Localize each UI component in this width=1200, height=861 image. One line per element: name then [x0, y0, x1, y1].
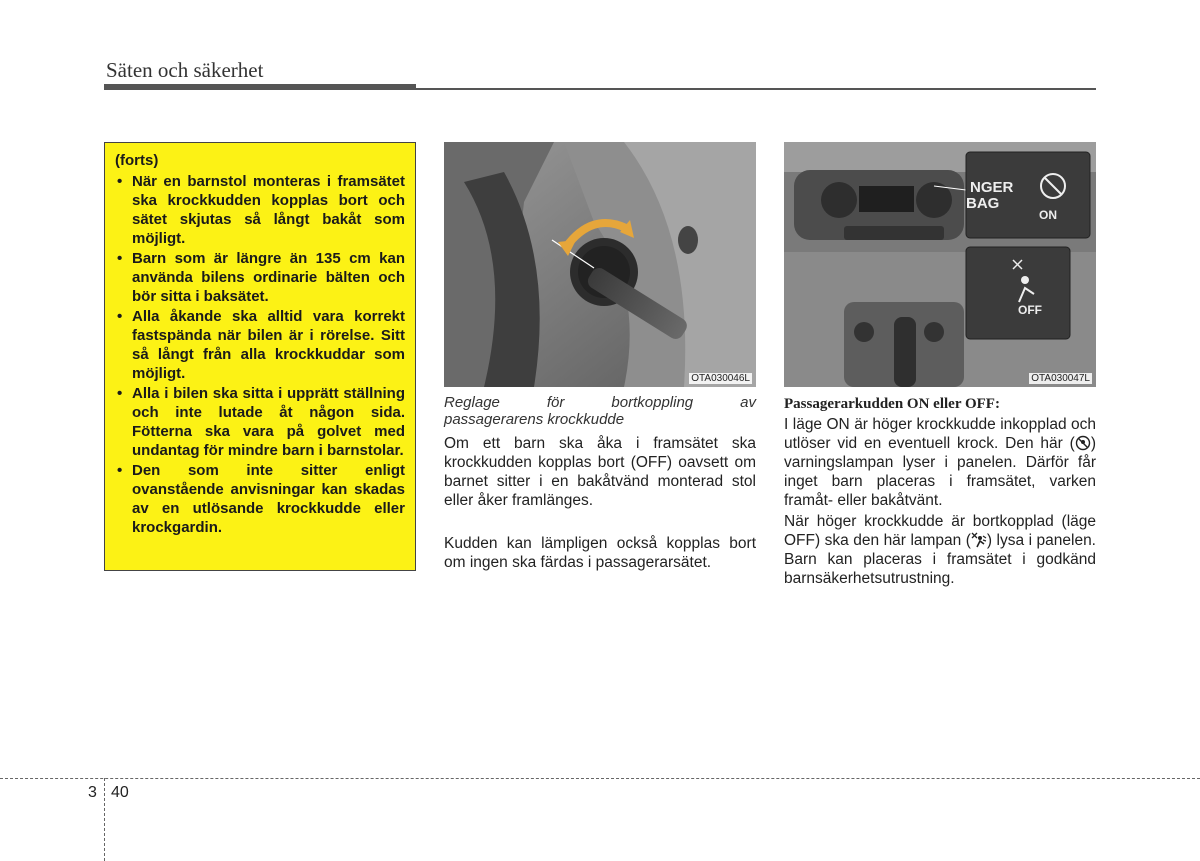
warning-item: • Alla åkande ska alltid vara korrekt fastspända när bilen är i rörelse. Sitt så långt från alla krockkuddar som möjligt. [115, 307, 405, 383]
page-number: 40 [111, 784, 129, 801]
paragraph: Kudden kan lämpligen också kopplas bort om ingen ska färdas i passagerarsätet. [444, 535, 756, 571]
warning-continued: (forts) [115, 152, 159, 169]
paragraph [784, 512, 1096, 588]
airbag-off-icon [971, 532, 987, 548]
figure-code: OTA030046L [691, 373, 750, 384]
panel-label-off: OFF [1018, 303, 1042, 317]
section-title: Säten och säkerhet [106, 58, 264, 82]
airbag-on-icon [1075, 435, 1091, 451]
panel-text-partial-2: BAG [966, 195, 1000, 212]
figure1-caption-line: Reglage för bortkoppling av [444, 394, 756, 411]
figure1-caption-line: passagerarens krockkudde [444, 411, 625, 428]
warning-box [104, 142, 416, 571]
warning-item: • Barn som är längre än 135 cm kan använda bilens ordinarie bälten och bör sitta i baksätet. [115, 249, 405, 306]
header-rule-thin [416, 88, 1096, 90]
paragraph-text: När höger krockkudde är bortkopplad (läge OFF) ska den här lampan ( [784, 513, 1096, 549]
dashboard-indicator-photo [784, 142, 1096, 387]
warning-item: • När en barnstol monteras i framsätet ska krockkudden kopplas bort och sätet skjutas så långt bakåt som möjligt. [115, 172, 405, 248]
chapter-number: 3 [88, 784, 97, 801]
header-rule-thick [104, 84, 416, 90]
airbag-switch-illustration [444, 142, 756, 387]
paragraph-text: I läge ON är höger krockkudde inkopplad och utlöser vid en eventuell krock. Den här ( [784, 416, 1096, 452]
figure2-caption: Passagerarkudden ON eller OFF: [784, 396, 1000, 412]
paragraph [784, 415, 1096, 510]
paragraph-text: ) lysa i panelen. Barn kan placeras i framsätet i godkänd barnsäkerhetsutrustning. [784, 532, 1096, 587]
panel-label-on: ON [1039, 208, 1057, 222]
figure-code: OTA030047L [1031, 373, 1090, 384]
panel-text-partial-1: NGER [970, 179, 1014, 196]
paragraph: Om ett barn ska åka i framsätet ska krockkudden kopplas bort (OFF) oavsett om barnet sitter i en bakåtvänd monterad stol eller åker framlänges. [444, 435, 756, 509]
dashboard-illustration [784, 142, 1096, 387]
figure1-caption [444, 394, 756, 428]
warning-item: • Den som inte sitter enligt ovanstående anvisningar kan skadas av en utlösande krockkudde eller krockgardin. [115, 461, 405, 537]
footer-divider [104, 778, 105, 861]
paragraph-text: ) varningslampan lyser i panelen. Därför får inget barn placeras i framsätet, varken framåt- eller bakåtvänt. [784, 435, 1096, 509]
warning-list [115, 172, 405, 537]
airbag-switch-photo [444, 142, 756, 387]
warning-item: • Alla i bilen ska sitta i upprätt ställning och inte lutade åt någon sida. Fötterna ska vara på golvet med undantag för mindre barn i barnstolar. [115, 384, 405, 460]
footer-rule [0, 778, 1200, 779]
